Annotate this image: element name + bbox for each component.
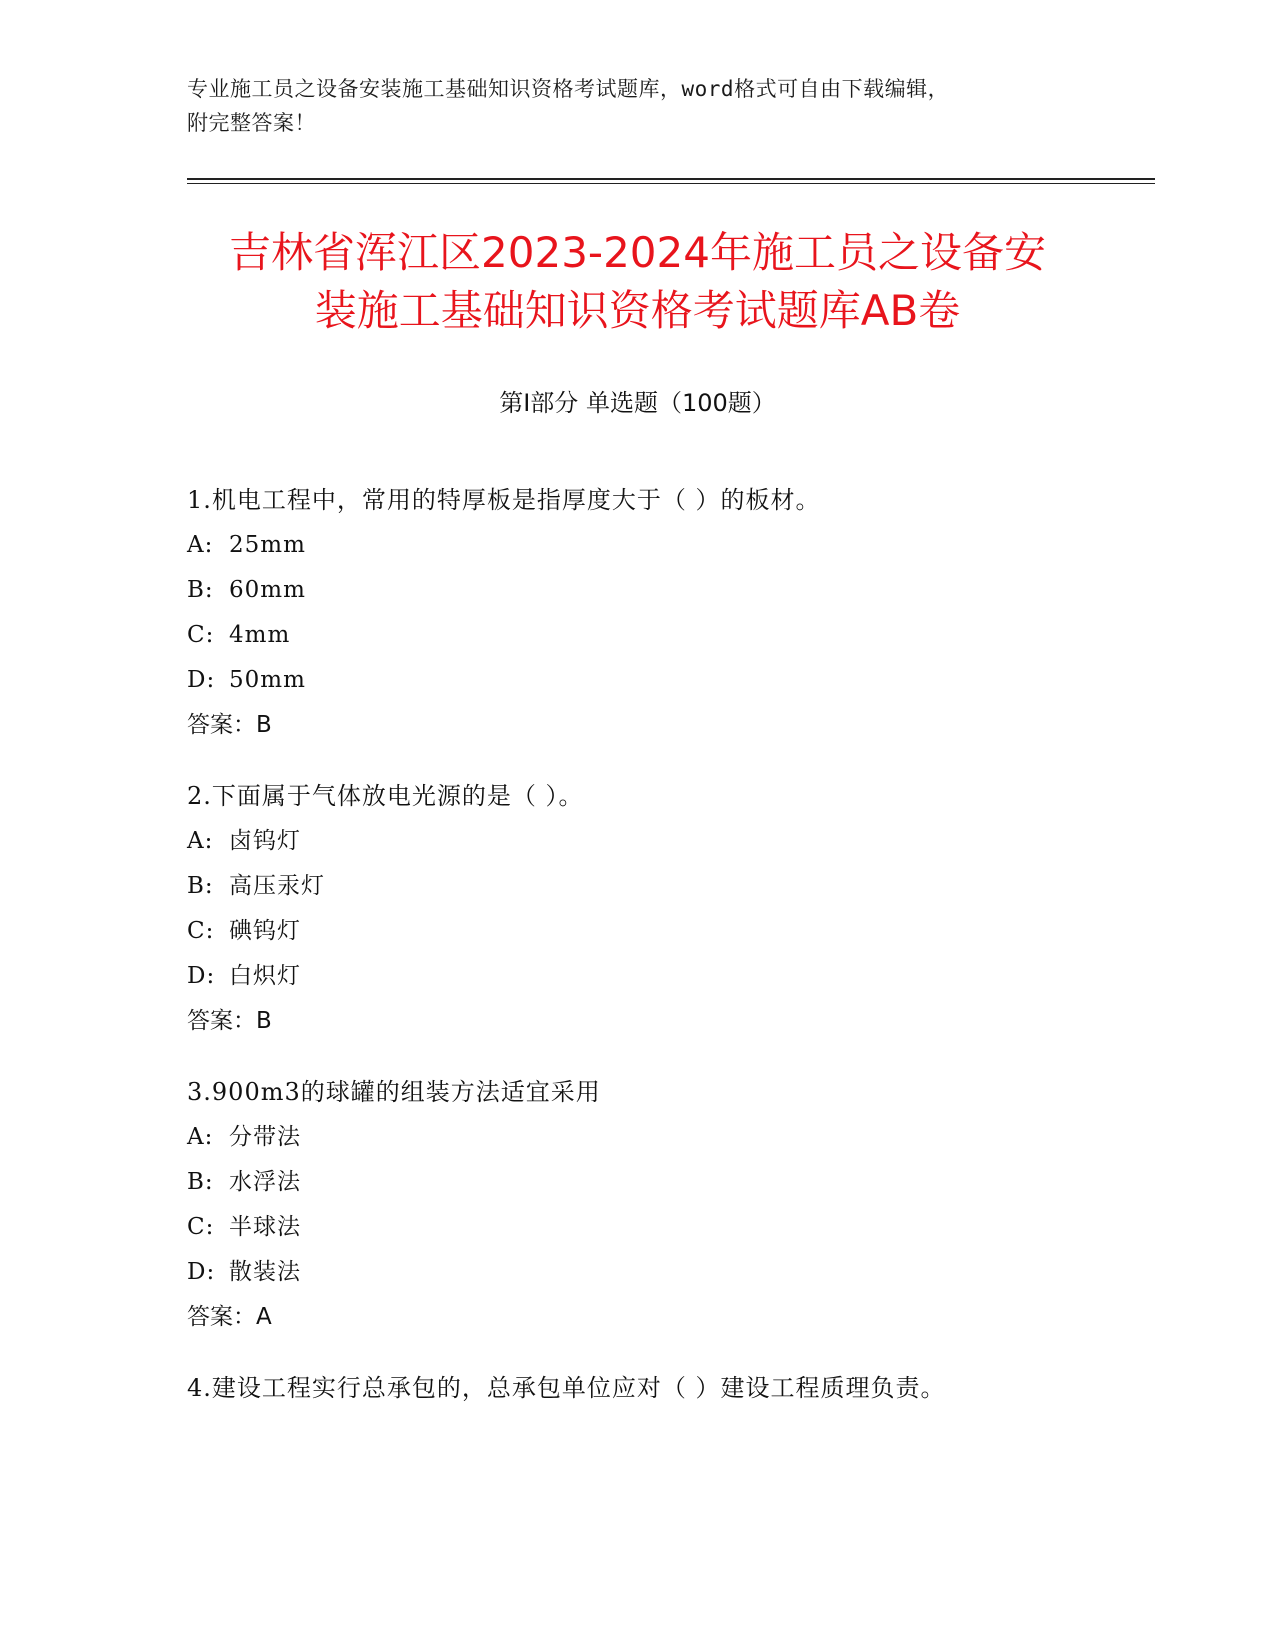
option-text: 高压汞灯	[229, 873, 325, 899]
option-text: 分带法	[229, 1124, 301, 1150]
question-stem: 2.下面属于气体放电光源的是（ ）。	[187, 782, 584, 810]
question-stem: 1.机电工程中，常用的特厚板是指厚度大于（ ）的板材。	[187, 486, 821, 514]
option-text: 水浮法	[229, 1169, 301, 1195]
option-c	[187, 1205, 1147, 1250]
question-4	[187, 1366, 1147, 1411]
header-divider-thin	[187, 183, 1155, 184]
option-letter: D:	[187, 963, 216, 989]
answer: 答案：B	[187, 712, 272, 738]
question-2	[187, 774, 1147, 1044]
option-letter: C:	[187, 1214, 215, 1240]
option-text: 25mm	[229, 532, 306, 558]
option-c	[187, 909, 1147, 954]
option-letter: B:	[187, 1169, 214, 1195]
option-text: 60mm	[229, 577, 306, 603]
option-a	[187, 1115, 1147, 1160]
section-title: 第Ⅰ部分 单选题（100题）	[499, 389, 776, 417]
option-b	[187, 864, 1147, 909]
option-a	[187, 819, 1147, 864]
question-1	[187, 478, 1147, 748]
question-list	[187, 478, 1147, 1437]
option-a	[187, 523, 1147, 568]
question-3	[187, 1070, 1147, 1340]
option-b	[187, 1160, 1147, 1205]
option-letter: C:	[187, 622, 215, 648]
option-text: 半球法	[229, 1214, 301, 1240]
option-b	[187, 568, 1147, 613]
option-c	[187, 613, 1147, 658]
option-d	[187, 954, 1147, 999]
header-note-line1: 专业施工员之设备安装施工基础知识资格考试题库，word格式可自由下载编辑，	[187, 77, 950, 101]
option-text: 碘钨灯	[229, 918, 301, 944]
option-text: 散装法	[229, 1259, 301, 1285]
option-letter: C:	[187, 918, 215, 944]
option-text: 50mm	[229, 667, 306, 693]
option-letter: A:	[187, 532, 214, 558]
option-letter: D:	[187, 667, 216, 693]
document-title-line2: 装施工基础知识资格考试题库AB卷	[314, 286, 961, 335]
document-title	[150, 224, 1125, 340]
option-letter: A:	[187, 1124, 214, 1150]
option-text: 白炽灯	[229, 963, 301, 989]
answer: 答案：A	[187, 1304, 272, 1330]
question-stem: 3.900m3的球罐的组装方法适宜采用	[187, 1078, 601, 1106]
option-text: 4mm	[229, 622, 291, 648]
option-letter: D:	[187, 1259, 216, 1285]
option-text: 卤钨灯	[229, 828, 301, 854]
option-letter: A:	[187, 828, 214, 854]
header-note	[187, 72, 1067, 140]
header-divider-thick	[187, 178, 1155, 180]
header-note-line2: 附完整答案！	[187, 111, 316, 135]
option-d	[187, 658, 1147, 703]
question-stem: 4.建设工程实行总承包的，总承包单位应对（ ）建设工程质理负责。	[187, 1374, 946, 1402]
option-d	[187, 1250, 1147, 1295]
option-letter: B:	[187, 577, 214, 603]
answer: 答案：B	[187, 1008, 272, 1034]
option-letter: B:	[187, 873, 214, 899]
document-title-line1: 吉林省浑江区2023-2024年施工员之设备安	[229, 228, 1046, 277]
